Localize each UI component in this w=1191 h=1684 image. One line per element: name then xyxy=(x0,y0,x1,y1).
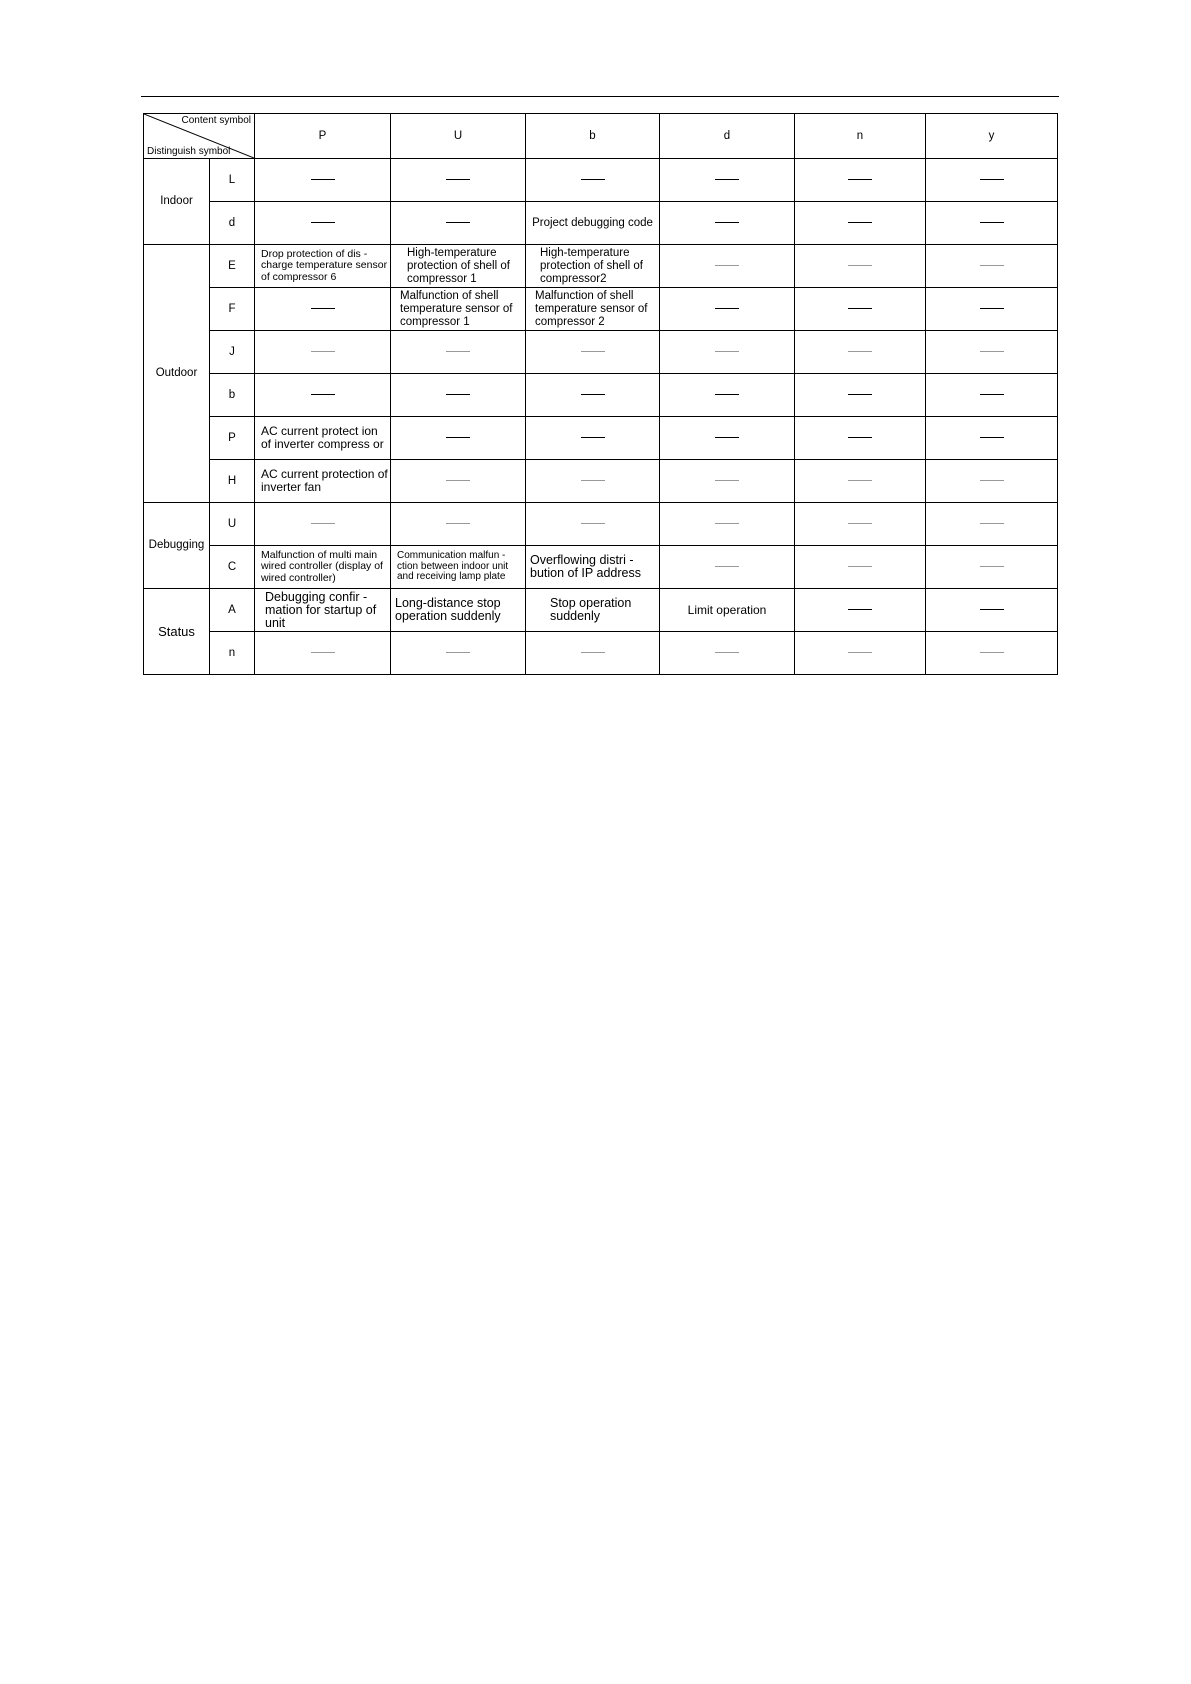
dash xyxy=(980,179,1004,180)
row-symbol: C xyxy=(210,546,255,589)
dash xyxy=(848,308,872,309)
corner-header-cell xyxy=(144,114,255,159)
table-row xyxy=(144,288,1058,331)
table-row xyxy=(144,374,1058,417)
dash xyxy=(715,566,739,567)
dash xyxy=(446,222,470,223)
content-symbol-label: Content symbol xyxy=(181,115,251,126)
cell-description: Drop protection of dis -charge temperature sensor of compressor 6 xyxy=(255,245,391,288)
dash xyxy=(848,179,872,180)
dash xyxy=(311,394,335,395)
col-header-n: n xyxy=(795,114,926,159)
cell-description: Overflowing distri -bution of IP address xyxy=(526,546,660,589)
row-symbol: E xyxy=(210,245,255,288)
row-symbol: J xyxy=(210,331,255,374)
cell-description: High-temperature protection of shell of compressor2 xyxy=(526,245,660,288)
cell-description: AC current protect ion of inverter compress or xyxy=(255,417,391,460)
col-header-b: b xyxy=(526,114,660,159)
dash xyxy=(980,308,1004,309)
dash xyxy=(980,523,1004,524)
dash xyxy=(581,437,605,438)
header-row xyxy=(144,114,1058,159)
dash xyxy=(446,480,470,481)
table-row xyxy=(144,202,1058,245)
dash xyxy=(715,523,739,524)
cell-description: Stop operation suddenly xyxy=(526,589,660,632)
table-row xyxy=(144,159,1058,202)
col-header-P: P xyxy=(255,114,391,159)
dash xyxy=(715,222,739,223)
dash xyxy=(581,179,605,180)
dash xyxy=(980,609,1004,610)
dash xyxy=(980,652,1004,653)
table-row xyxy=(144,632,1058,675)
page-top-rule xyxy=(141,96,1059,97)
dash xyxy=(446,523,470,524)
dash xyxy=(446,437,470,438)
dash xyxy=(446,351,470,352)
dash xyxy=(848,652,872,653)
table-row xyxy=(144,589,1058,632)
dash xyxy=(581,394,605,395)
dash xyxy=(581,351,605,352)
row-symbol: d xyxy=(210,202,255,245)
table-row xyxy=(144,245,1058,288)
dash xyxy=(980,437,1004,438)
dash xyxy=(311,222,335,223)
dash xyxy=(980,351,1004,352)
group-indoor: Indoor xyxy=(144,159,210,245)
dash xyxy=(715,652,739,653)
dash xyxy=(980,265,1004,266)
group-outdoor: Outdoor xyxy=(144,245,210,503)
dash xyxy=(715,179,739,180)
dash xyxy=(311,652,335,653)
dash xyxy=(446,179,470,180)
col-header-d: d xyxy=(660,114,795,159)
dash xyxy=(446,394,470,395)
cell-description: Malfunction of shell temperature sensor of compressor 1 xyxy=(391,288,526,331)
distinguish-symbol-label: Distinguish symbol xyxy=(147,146,231,157)
cell-description: Communication malfun -ction between indoor unit and receiving lamp plate xyxy=(391,546,526,589)
cell-description: Long-distance stop operation suddenly xyxy=(391,589,526,632)
dash xyxy=(715,351,739,352)
table-row xyxy=(144,417,1058,460)
col-header-U: U xyxy=(391,114,526,159)
dash xyxy=(311,179,335,180)
dash xyxy=(980,566,1004,567)
row-symbol: n xyxy=(210,632,255,675)
error-code-table xyxy=(143,113,1058,675)
dash xyxy=(848,609,872,610)
table-row xyxy=(144,546,1058,589)
dash xyxy=(715,265,739,266)
dash xyxy=(581,652,605,653)
col-header-y: y xyxy=(926,114,1058,159)
cell-description: AC current protection of inverter fan xyxy=(255,460,391,503)
table-row xyxy=(144,331,1058,374)
dash xyxy=(848,265,872,266)
cell-description: Malfunction of shell temperature sensor of compressor 2 xyxy=(526,288,660,331)
dash xyxy=(848,351,872,352)
dash xyxy=(715,394,739,395)
dash xyxy=(848,566,872,567)
row-symbol: U xyxy=(210,503,255,546)
dash xyxy=(581,480,605,481)
cell-description: Malfunction of multi main wired controller (display of wired controller) xyxy=(255,546,391,589)
group-status: Status xyxy=(144,589,210,675)
cell-description: High-temperature protection of shell of compressor 1 xyxy=(391,245,526,288)
cell-description: Debugging confir -mation for startup of unit xyxy=(255,589,391,632)
row-symbol: H xyxy=(210,460,255,503)
dash xyxy=(848,222,872,223)
row-symbol: A xyxy=(210,589,255,632)
dash xyxy=(311,351,335,352)
dash xyxy=(446,652,470,653)
cell-description: Project debugging code xyxy=(526,202,660,245)
dash xyxy=(980,480,1004,481)
dash xyxy=(980,394,1004,395)
dash xyxy=(311,523,335,524)
dash xyxy=(848,523,872,524)
dash xyxy=(715,308,739,309)
dash xyxy=(581,523,605,524)
dash xyxy=(848,437,872,438)
row-symbol: F xyxy=(210,288,255,331)
row-symbol: b xyxy=(210,374,255,417)
dash xyxy=(980,222,1004,223)
table-row xyxy=(144,503,1058,546)
row-symbol: P xyxy=(210,417,255,460)
cell-description: Limit operation xyxy=(660,589,795,632)
dash xyxy=(715,437,739,438)
dash xyxy=(311,308,335,309)
dash xyxy=(848,394,872,395)
table-row xyxy=(144,460,1058,503)
group-debugging: Debugging xyxy=(144,503,210,589)
row-symbol: L xyxy=(210,159,255,202)
dash xyxy=(848,480,872,481)
dash xyxy=(715,480,739,481)
